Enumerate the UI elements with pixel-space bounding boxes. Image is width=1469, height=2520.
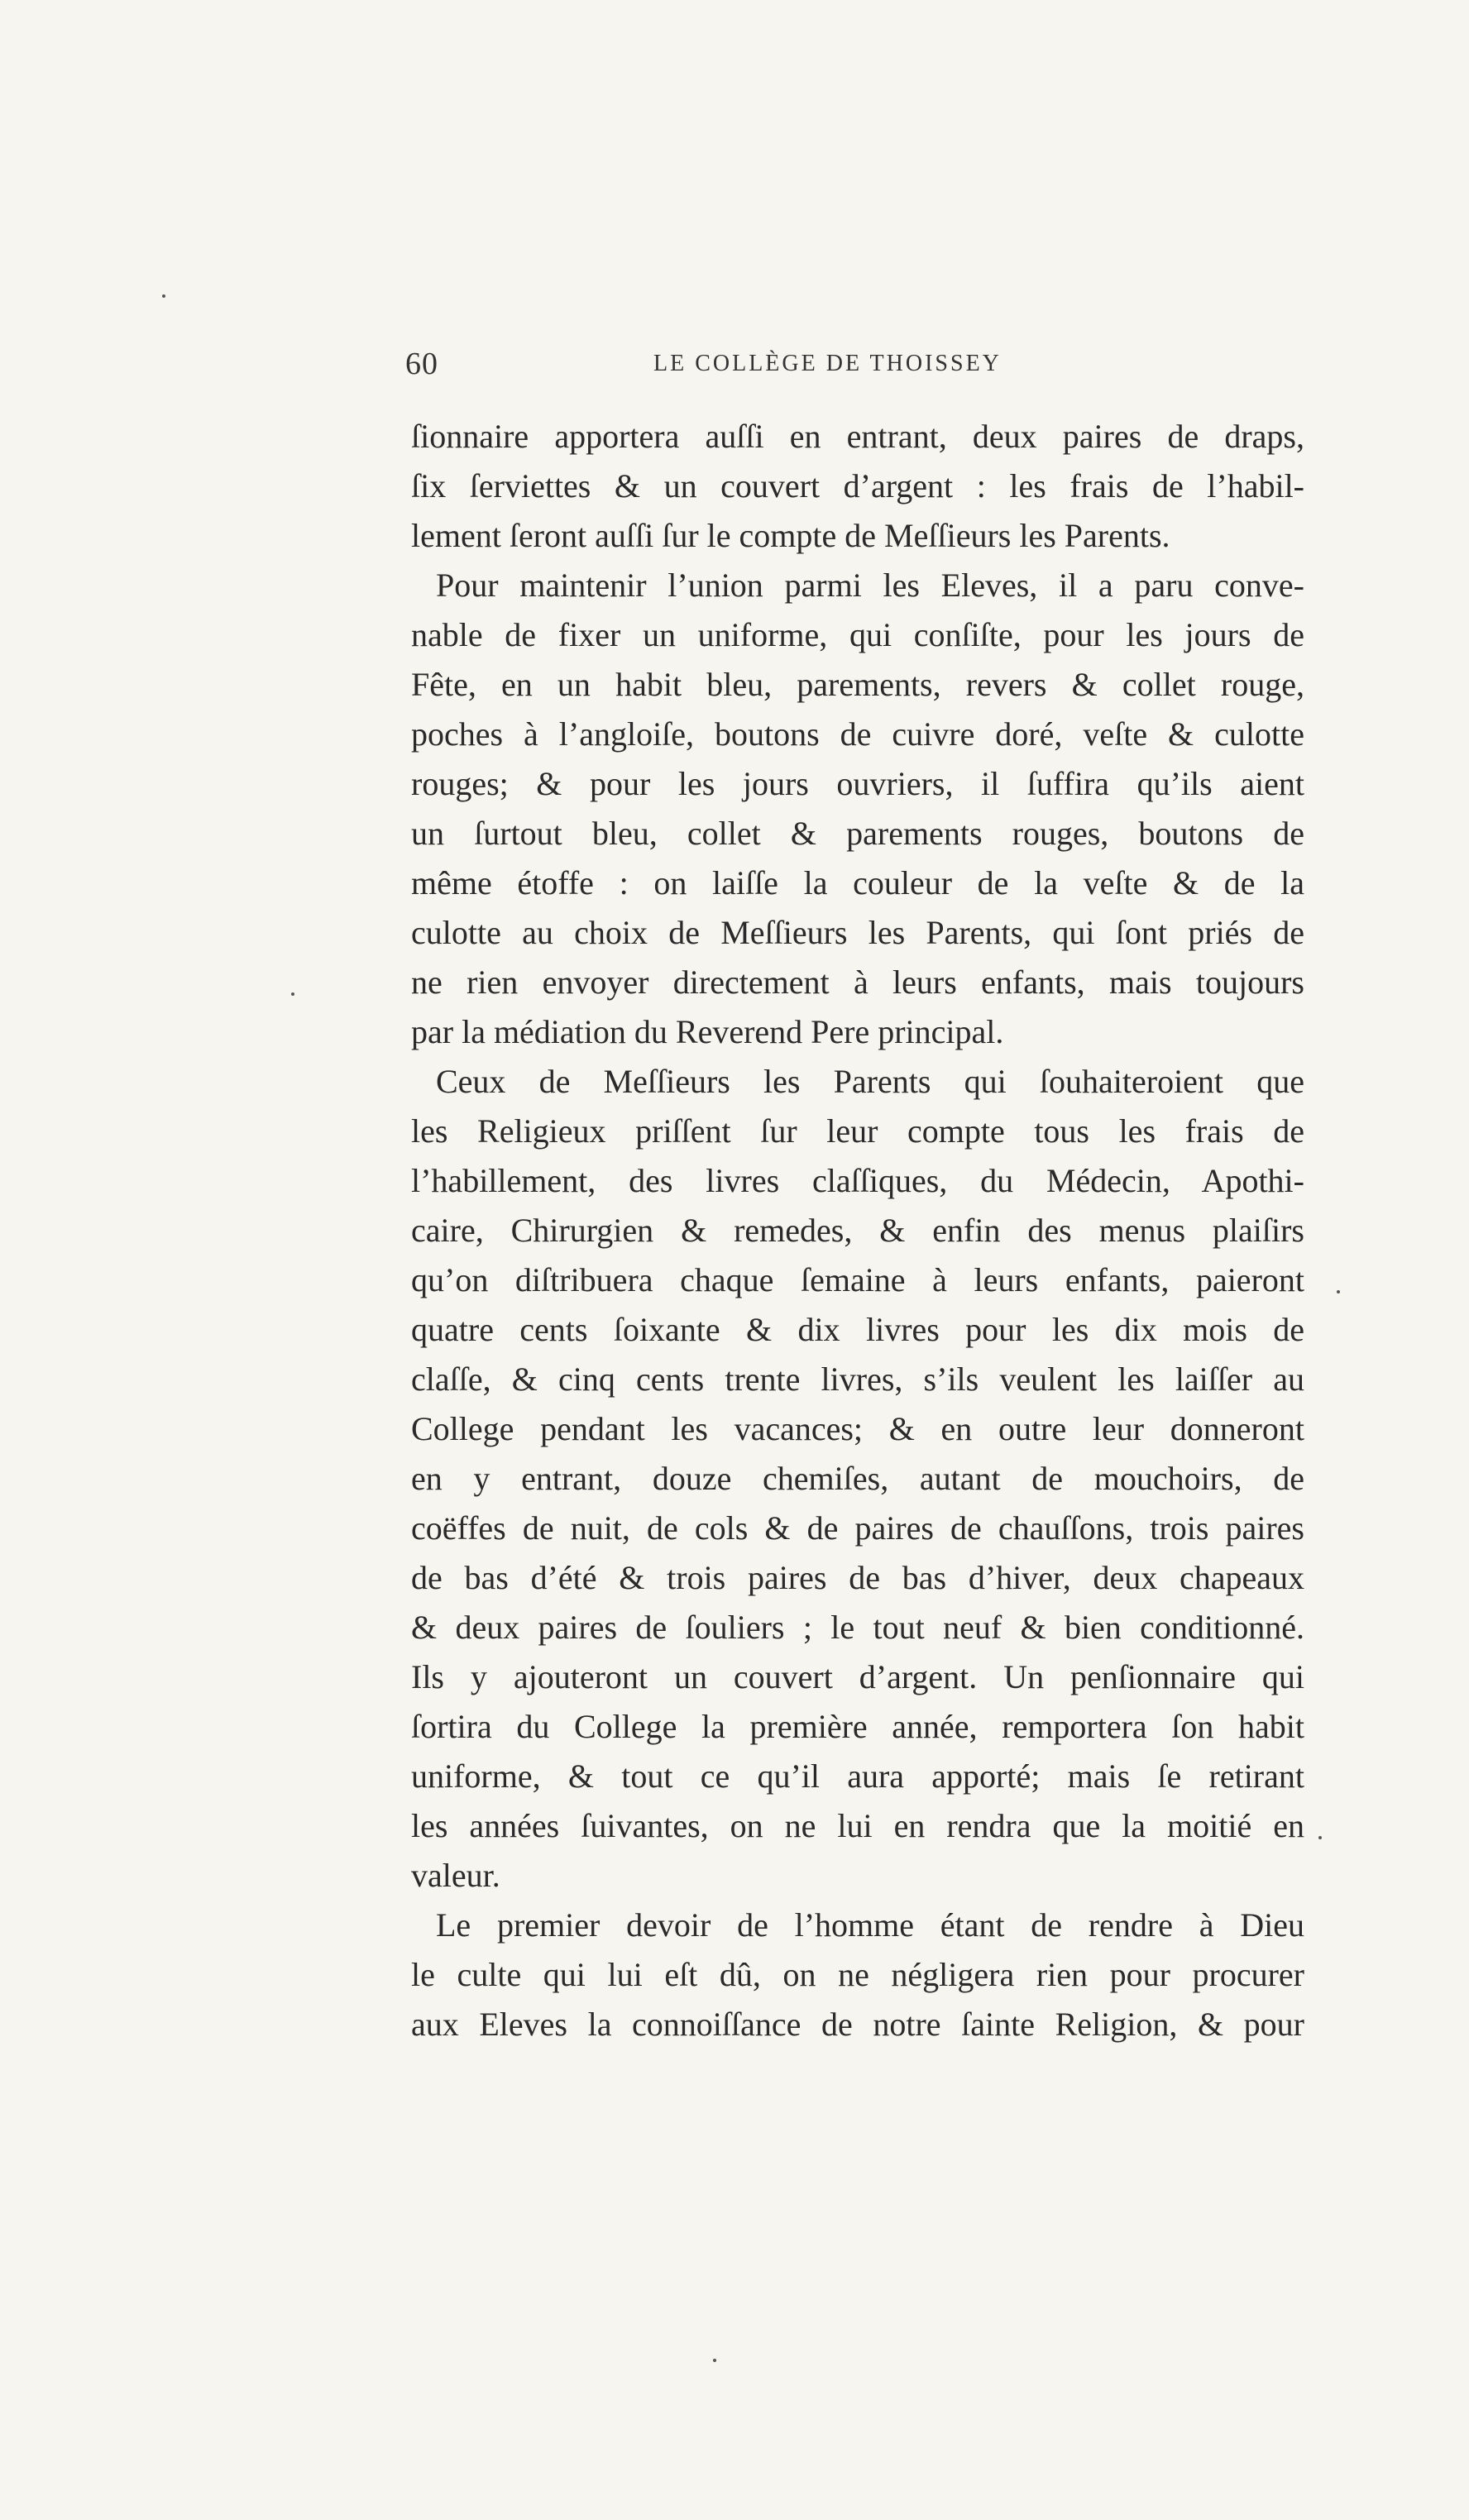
text-line: uniforme, & tout ce qu’il aura apporté; mais ſe retirant: [411, 1757, 1304, 1795]
text-line: caire, Chirurgien & remedes, & enfin des menus plaiſirs: [411, 1212, 1304, 1249]
text-line: poches à l’angloiſe, boutons de cuivre doré, veſte & culotte: [411, 715, 1304, 753]
text-line: Ceux de Meſſieurs les Parents qui ſouhaiteroient que: [436, 1063, 1304, 1100]
text-line: culotte au choix de Meſſieurs les Parents, qui ſont priés de: [411, 914, 1304, 951]
text-line: le culte qui lui eſt dû, on ne négligera rien pour procurer: [411, 1956, 1304, 1993]
text-line: College pendant les vacances; & en outre leur donneront: [411, 1410, 1304, 1447]
text-line: en y entrant, douze chemiſes, autant de mouchoirs, de: [411, 1460, 1304, 1497]
paper-speck: [1318, 1836, 1322, 1839]
text-line: un ſurtout bleu, collet & parements rouges, boutons de: [411, 815, 1304, 852]
text-line: ſix ſerviettes & un couvert d’argent : les frais de l’habil-: [411, 467, 1304, 504]
paper-speck: [291, 992, 294, 996]
text-line: ſortira du College la première année, remportera ſon habit: [411, 1708, 1304, 1745]
text-line: qu’on diſtribuera chaque ſemaine à leurs enfants, paieront: [411, 1261, 1304, 1298]
text-line: ſionnaire apportera auſſi en entrant, deux paires de draps,: [411, 418, 1304, 455]
text-line: Le premier devoir de l’homme étant de rendre à Dieu: [436, 1906, 1304, 1944]
text-line: quatre cents ſoixante & dix livres pour les dix mois de: [411, 1311, 1304, 1348]
text-line: Ils y ajouteront un couvert d’argent. Un penſionnaire qui: [411, 1658, 1304, 1695]
text-line: les années ſuivantes, on ne lui en rendra que la moitié en: [411, 1807, 1304, 1844]
text-line: aux Eleves la connoiſſance de notre ſainte Religion, & pour: [411, 2006, 1304, 2043]
paper-speck: [1337, 1290, 1340, 1293]
text-line: par la médiation du Reverend Pere principal.: [411, 1013, 1004, 1050]
text-line: valeur.: [411, 1857, 500, 1894]
text-line: Fête, en un habit bleu, parements, revers & collet rouge,: [411, 666, 1304, 703]
text-line: nable de fixer un uniforme, qui conſiſte, pour les jours de: [411, 616, 1304, 653]
text-line: rouges; & pour les jours ouvriers, il ſuffira qu’ils aient: [411, 765, 1304, 802]
text-line: & deux paires de ſouliers ; le tout neuf & bien conditionné.: [411, 1609, 1304, 1646]
text-line: Pour maintenir l’union parmi les Eleves, il a paru conve-: [436, 567, 1304, 604]
text-line: lement ſeront auſſi ſur le compte de Meſſieurs les Parents.: [411, 517, 1170, 554]
page-number: 60: [405, 347, 438, 381]
paper-speck: [162, 294, 165, 298]
text-line: coëffes de nuit, de cols & de paires de chauſſons, trois paires: [411, 1509, 1304, 1547]
text-line: de bas d’été & trois paires de bas d’hiver, deux chapeaux: [411, 1559, 1304, 1596]
paper-speck: [713, 2359, 716, 2362]
text-line: l’habillement, des livres claſſiques, du Médecin, Apothi-: [411, 1162, 1304, 1199]
body-text: [411, 412, 1304, 2049]
text-line: même étoffe : on laiſſe la couleur de la veſte & de la: [411, 864, 1304, 901]
text-line: les Religieux priſſent ſur leur compte tous les frais de: [411, 1112, 1304, 1150]
text-line: ne rien envoyer directement à leurs enfants, mais toujours: [411, 964, 1304, 1001]
running-title: LE COLLÈGE DE THOISSEY: [653, 351, 1002, 376]
text-line: claſſe, & cinq cents trente livres, s’ils veulent les laiſſer au: [411, 1360, 1304, 1398]
